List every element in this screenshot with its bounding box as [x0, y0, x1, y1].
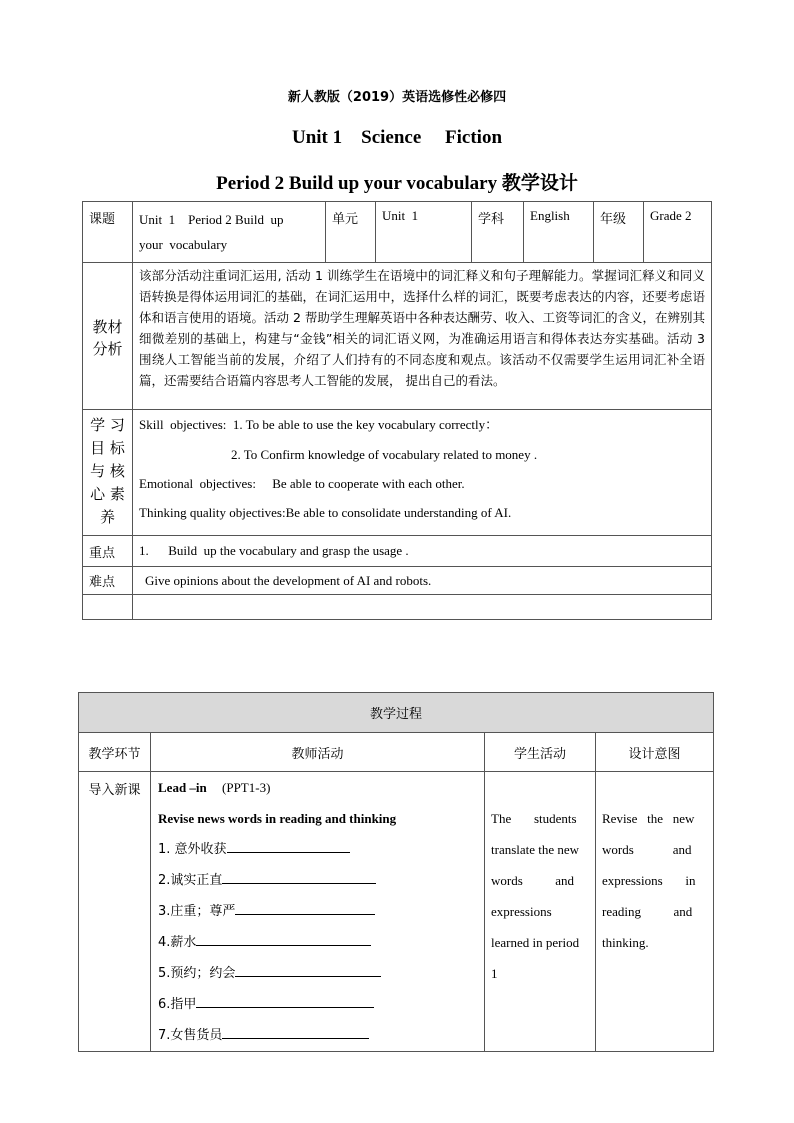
teaching-process-table [78, 692, 714, 1052]
vocab-item: 4.薪水 [158, 927, 477, 958]
analysis-label: 教材 分析 [83, 263, 133, 410]
student-activity-cell: The students translate the new words and expressions learned in period 1 [485, 772, 596, 1052]
subject-label: 学科 [472, 202, 524, 263]
difficult-point-text: Give opinions about the development of AI and robots. [133, 567, 712, 595]
empty-cell [83, 595, 133, 620]
lead-in-title: Lead –in [158, 780, 207, 795]
topic-label: 课题 [83, 202, 133, 263]
period-title: Period 2 Build up your vocabulary 教学设计 [216, 173, 578, 194]
col-student-activity: 学生活动 [485, 733, 596, 772]
key-point-text: 1. Build up the vocabulary and grasp the usage . [133, 536, 712, 567]
course-info-table [82, 201, 712, 620]
vocab-item: 1. 意外收获 [158, 834, 477, 865]
unit-label: 单元 [326, 202, 376, 263]
teacher-activity-cell [151, 772, 485, 1052]
vocab-item: 3.庄重；尊严 [158, 896, 477, 927]
objective-skill-1: Skill objectives: 1. To be able to use the key vocabulary correctly： [139, 417, 499, 432]
col-design-intent: 设计意图 [596, 733, 714, 772]
doc-title: 新人教版（2019）英语选修性必修四 [287, 90, 507, 105]
grade-value: Grade 2 [644, 202, 712, 263]
key-point-label: 重点 [83, 536, 133, 567]
unit-value: Unit 1 [376, 202, 472, 263]
topic-value-line2: your vocabulary [139, 237, 228, 252]
design-intent-cell: Revise the new words and expressions in reading and thinking. [596, 772, 714, 1052]
grade-label: 年级 [594, 202, 644, 263]
unit-title: Unit 1 Science Fiction [291, 127, 503, 148]
stage-cell: 导入新课 [79, 772, 151, 1052]
difficult-point-label: 难点 [83, 567, 133, 595]
analysis-text: 该部分活动注重词汇运用, 活动 1 训练学生在语境中的词汇释义和句子理解能力。掌握词汇释义和同义语转换是得体运用词汇的基础，在词汇运用中，选择什么样的词汇，既要考虑表达的内容，还要考虑语体和语言使用的语境。活动 2 帮助学生理解英语中各种表达酬劳、收入、工资等词汇的含义，在辨别其细微差别的基础上，构建与“金钱”相关的词汇语义网，为准确运用语言和得体表达夯实基础。活动 3 围绕人工智能当前的发展，介绍了人们持有的不同态度和观点。该活动不仅需要学生运用词汇补全语篇，还需要结合语篇内容思考人工智能的发展， 提出自己的看法。 [133, 263, 712, 410]
col-teacher-activity: 教师活动 [151, 733, 485, 772]
topic-value-line1: Unit 1 Period 2 Build up [139, 212, 284, 227]
lead-in-ppt: (PPT1-3) [222, 780, 271, 795]
subject-value: English [524, 202, 594, 263]
objective-emotional: Emotional objectives: Be able to cooperate with each other. [139, 476, 465, 491]
vocab-item: 2.诚实正直 [158, 865, 477, 896]
empty-cell [133, 595, 712, 620]
objective-thinking: Thinking quality objectives:Be able to consolidate understanding of AI. [139, 505, 512, 520]
objective-skill-2: 2. To Confirm knowledge of vocabulary related to money . [231, 447, 538, 462]
col-stage: 教学环节 [79, 733, 151, 772]
vocab-item: 5.预约；约会 [158, 958, 477, 989]
objectives-label: 学 习 目 标 与 核 心 素 养 [83, 410, 133, 536]
process-header: 教学过程 [79, 693, 714, 733]
vocab-item: 6.指甲 [158, 989, 477, 1020]
vocab-item: 7.女售货员 [158, 1020, 477, 1051]
revise-title: Revise news words in reading and thinking [158, 811, 397, 826]
